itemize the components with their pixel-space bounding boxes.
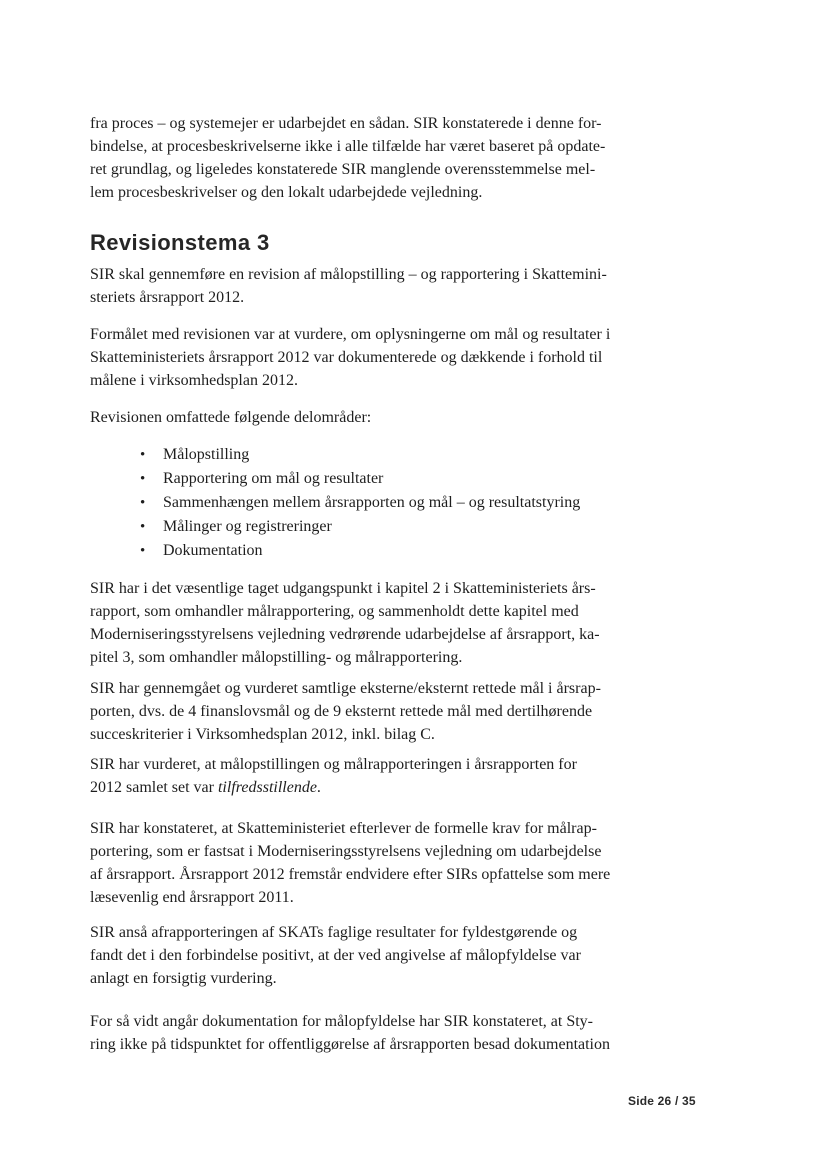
text-line: Formålet med revisionen var at vurdere, om oplysningerne om mål og resultater i <box>90 326 611 343</box>
paragraph <box>90 577 690 669</box>
paragraph <box>90 677 690 746</box>
text-line: målene i virksomhedsplan 2012. <box>90 372 298 389</box>
list-item-text: Sammenhængen mellem årsrapporten og mål – og resultatstyring <box>163 494 581 511</box>
bullet-list <box>90 443 690 563</box>
list-item <box>90 467 690 491</box>
text-line: anlagt en forsigtig vurdering. <box>90 970 277 987</box>
list-item <box>90 515 690 539</box>
text-line: lem procesbeskrivelser og den lokalt udarbejdede vejledning. <box>90 184 483 201</box>
text-line: af årsrapport. Årsrapport 2012 fremstår endvidere efter SIRs opfattelse som mere <box>90 866 611 883</box>
paragraph <box>90 112 690 204</box>
text-line: SIR anså afrapporteringen af SKATs faglige resultater for fyldestgørende og <box>90 924 578 941</box>
list-item-text: Målopstilling <box>163 446 250 463</box>
bullet-icon: • <box>140 519 146 535</box>
text-line: For så vidt angår dokumentation for målopfyldelse har SIR konstateret, at Sty- <box>90 1013 593 1030</box>
text-line: succeskriterier i Virksomhedsplan 2012, inkl. bilag C. <box>90 726 435 743</box>
text-segment: . <box>316 779 321 796</box>
text-line: fandt det i den forbindelse positivt, at der ved angivelse af målopfyldelse var <box>90 947 581 964</box>
italic-text: tilfredsstillende <box>217 779 317 796</box>
page-number: Side 26 / 35 <box>628 1094 696 1108</box>
text-line: ret grundlag, og ligeledes konstaterede SIR manglende overensstemmelse mel- <box>90 161 596 178</box>
page-body <box>90 112 690 1056</box>
list-item-text: Målinger og registreringer <box>163 518 332 535</box>
text-line: SIR skal gennemføre en revision af målopstilling – og rapportering i Skattemini- <box>90 266 607 283</box>
paragraph <box>90 921 690 990</box>
paragraph <box>90 817 690 909</box>
paragraph <box>90 753 690 799</box>
text-line <box>90 776 690 799</box>
list-item <box>90 539 690 563</box>
bullet-icon: • <box>140 447 146 463</box>
text-line: porten, dvs. de 4 finanslovsmål og de 9 eksternt rettede mål med dertilhørende <box>90 703 593 720</box>
text-line: bindelse, at procesbeskrivelserne ikke i alle tilfælde har været baseret på opdate- <box>90 138 606 155</box>
paragraph <box>90 323 690 392</box>
paragraph <box>90 263 690 309</box>
text-line: rapport, som omhandler målrapportering, og sammenholdt dette kapitel med <box>90 603 579 620</box>
text-line: steriets årsrapport 2012. <box>90 289 245 306</box>
paragraph <box>90 406 690 429</box>
text-line: portering, som er fastsat i Moderniseringsstyrelsens vejledning om udarbejdelse <box>90 843 602 860</box>
bullet-icon: • <box>140 495 146 511</box>
text-line: læsevenlig end årsrapport 2011. <box>90 889 294 906</box>
text-line: fra proces – og systemejer er udarbejdet en sådan. SIR konstaterede i denne for- <box>90 115 602 132</box>
text-line: SIR har vurderet, at målopstillingen og målrapporteringen i årsrapporten for <box>90 756 577 773</box>
list-item-text: Dokumentation <box>163 542 263 559</box>
bullet-icon: • <box>140 543 146 559</box>
paragraph <box>90 1010 690 1056</box>
text-line: ring ikke på tidspunktet for offentliggørelse af årsrapporten besad dokumentation <box>90 1036 610 1053</box>
text-line: Moderniseringsstyrelsens vejledning vedrørende udarbejdelse af årsrapport, ka- <box>90 626 600 643</box>
list-item <box>90 491 690 515</box>
list-item <box>90 443 690 467</box>
text-line: SIR har konstateret, at Skatteministeriet efterlever de formelle krav for målrap- <box>90 820 597 837</box>
section-heading: Revisionstema 3 <box>90 230 270 255</box>
text-line: Revisionen omfattede følgende delområder: <box>90 409 372 426</box>
bullet-icon: • <box>140 471 146 487</box>
text-line: pitel 3, som omhandler målopstilling- og målrapportering. <box>90 649 463 666</box>
text-line: SIR har gennemgået og vurderet samtlige eksterne/eksternt rettede mål i årsrap- <box>90 680 601 697</box>
list-item-text: Rapportering om mål og resultater <box>163 470 384 487</box>
text-line: SIR har i det væsentlige taget udgangspunkt i kapitel 2 i Skatteministeriets års- <box>90 580 596 597</box>
text-line: Skatteministeriets årsrapport 2012 var dokumenterede og dækkende i forhold til <box>90 349 603 366</box>
text-segment: 2012 samlet set var <box>90 779 218 796</box>
